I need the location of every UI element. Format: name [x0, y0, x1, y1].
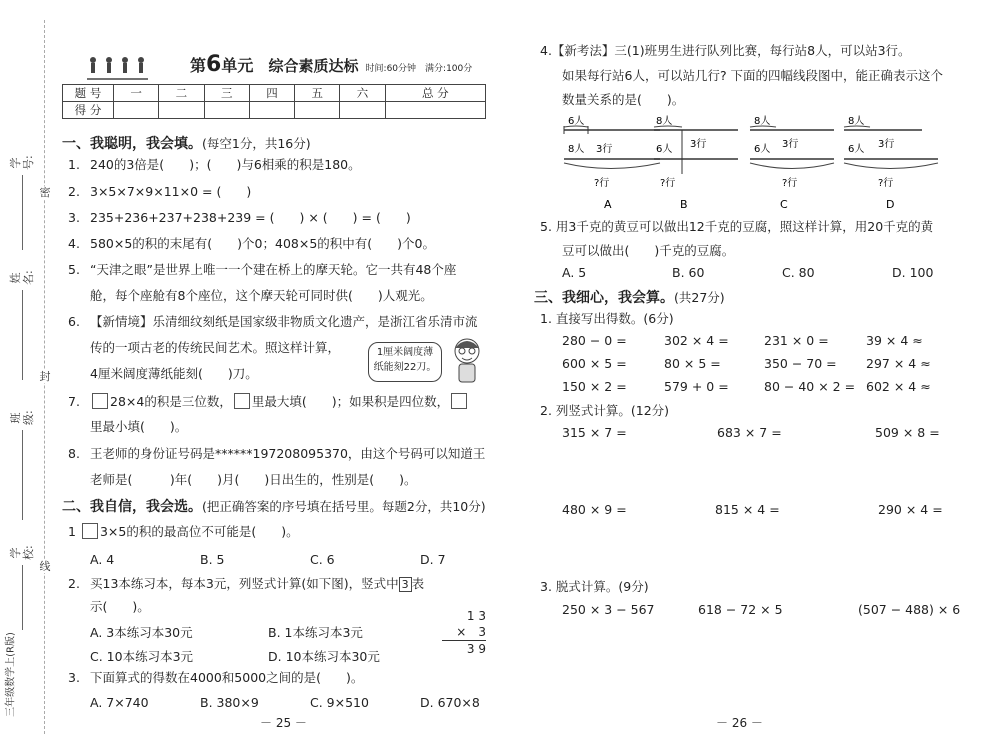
diagram-label: 8人 — [568, 144, 585, 155]
vertical-problem: 315 × 7 = — [562, 425, 627, 440]
score-header-cell: 三 — [204, 85, 249, 102]
vertical-multiplier: × 3 — [442, 624, 486, 641]
page-number: － 25 － — [260, 716, 307, 730]
question-text: 如果每行站6人，可以站几行? 下面的四幅线段图中，能正确表示这个 — [562, 68, 944, 83]
question-text: 舱，每个座舱有8个座位，这个摩天轮可同时供( )人观光。 — [90, 288, 433, 303]
choice-option[interactable]: D. 100 — [892, 265, 934, 280]
fill-question-5: 5. “天津之眼”是世界上唯一一个建在桥上的摩天轮。它一共有48个座 — [68, 262, 457, 277]
stepwise-calc-title: 3. 脱式计算。(9分) — [540, 579, 649, 594]
question-text: 里最小填( )。 — [90, 419, 188, 434]
question-text: 下面算式的得数在4000和5000之间的是( )。 — [90, 670, 364, 685]
score-cell[interactable] — [249, 102, 294, 119]
bubble-text: 纸能刻22刀。 — [373, 362, 437, 373]
unit-number: 6 — [206, 52, 222, 77]
fill-question-8-cont — [90, 472, 417, 488]
choice-option[interactable]: B. 60 — [672, 265, 705, 280]
binding-spine — [0, 0, 62, 754]
choice-option[interactable]: A. 4 — [90, 552, 115, 567]
stepwise-problem: 250 × 3 − 567 — [562, 602, 655, 617]
unit-prefix: 第 — [190, 56, 207, 75]
fill-question-3: 3. 235+236+237+238+239 = ( ) × ( ) = ( ) — [68, 210, 411, 225]
diagram-label: 8人 — [848, 116, 865, 127]
fill-question-1: 1. 240的3倍是( )；( )与6相乘的积是180。 — [68, 157, 361, 172]
question-text: 老师是( )年( )月( )日出生的，性别是( )。 — [90, 472, 417, 487]
highlighted-digit: 3 — [399, 577, 412, 592]
question-text: 28×4的积是三位数， — [110, 394, 232, 409]
diagram-label: 3行 — [596, 144, 613, 155]
option-letter: D — [886, 198, 895, 211]
name-label: 姓名: — [9, 270, 35, 285]
diagram-label: ?行 — [782, 178, 798, 189]
question-text: 1 — [68, 524, 76, 539]
question-text: 买13本练习本，每本3元，列竖式计算(如下图)，竖式中 — [90, 576, 399, 591]
option-letter: C — [780, 198, 788, 211]
choice-question-5-cont — [562, 243, 734, 259]
section-1-heading — [62, 133, 311, 153]
section-title: 三、我细心，我会算。 — [534, 290, 674, 306]
oral-problem: 350 − 70 = — [764, 356, 837, 371]
oral-problem: 231 × 0 = — [764, 333, 829, 348]
diagram-label: 3行 — [782, 139, 799, 150]
fill-question-4: 4. 580×5的积的末尾有( )个0；408×5的积中有( )个0。 — [68, 236, 435, 251]
vertical-problem: 509 × 8 = — [875, 425, 940, 440]
question-text: “天津之眼”是世界上唯一一个建在桥上的摩天轮。它一共有48个座 — [90, 262, 457, 277]
choice-question-2: 2. 买13本练习本，每本3元，列竖式计算(如下图)，竖式中 3 表 — [68, 576, 425, 591]
seal-char-xian: 线 — [39, 560, 51, 573]
fill-question-5-cont — [90, 288, 433, 304]
fill-line — [22, 430, 23, 520]
diagram-b[interactable] — [654, 114, 738, 211]
choice-option[interactable]: D. 10本练习本30元 — [268, 649, 380, 664]
book-title-vertical: 三年级数学上(R版) — [5, 632, 17, 717]
choice-option[interactable]: C. 6 — [310, 552, 335, 567]
score-cell[interactable] — [340, 102, 385, 119]
oral-problem: 600 × 5 = — [562, 356, 627, 371]
vertical-problem: 290 × 4 = — [878, 502, 943, 517]
question-text: 里最大填( )；如果积是四位数， — [251, 394, 450, 409]
speech-bubble — [368, 342, 442, 382]
choice-option[interactable]: C. 9×510 — [310, 695, 369, 710]
answer-box[interactable] — [234, 393, 250, 409]
choice-option[interactable]: B. 1本练习本3元 — [268, 625, 363, 640]
score-cell[interactable] — [385, 102, 485, 119]
diagram-label: 6人 — [848, 144, 865, 155]
question-text: 豆可以做出( )千克的豆腐。 — [562, 243, 735, 258]
question-text: 【新情境】乐清细纹刻纸是国家级非物质文化遗产，是浙江省乐清市流 — [90, 314, 478, 329]
choice-option[interactable]: A. 5 — [562, 265, 587, 280]
kids-logo-icon — [85, 55, 150, 81]
diagram-d[interactable] — [844, 114, 938, 211]
choice-question-5 — [540, 219, 933, 235]
option-letter: A — [604, 198, 612, 211]
section-points: (每空1分，共16分) — [202, 136, 311, 151]
score-header-cell: 总 分 — [385, 85, 485, 102]
choice-question-1 — [68, 523, 299, 540]
diagram-label: 6人 — [754, 144, 771, 155]
fill-question-7-cont — [90, 419, 187, 435]
vertical-calc-title: 2. 列竖式计算。(12分) — [540, 403, 670, 418]
diagram-label: 8人 — [754, 116, 771, 127]
section-3-heading — [534, 287, 725, 307]
diagram-label: 6人 — [656, 144, 673, 155]
score-row-label: 得 分 — [63, 102, 114, 119]
unit-header — [190, 52, 472, 77]
oral-calc-title: 1. 直接写出得数。(6分) — [540, 311, 674, 326]
section-2-heading — [62, 496, 486, 516]
score-cell[interactable] — [295, 102, 340, 119]
score-header-cell: 五 — [295, 85, 340, 102]
fill-question-6-cont2 — [90, 366, 258, 382]
score-header-cell: 二 — [159, 85, 204, 102]
section-title: 二、我自信，我会选。 — [62, 499, 202, 515]
student-number-label: 学号: — [9, 155, 35, 170]
section-points: (共27分) — [674, 290, 725, 305]
choice-option[interactable]: D. 7 — [420, 552, 446, 567]
oral-problem: 579 + 0 = — [664, 379, 729, 394]
question-text: 235+236+237+238+239 = ( ) × ( ) = ( ) — [90, 210, 411, 225]
choice-option[interactable]: D. 670×8 — [420, 695, 480, 710]
score-header-cell: 一 — [114, 85, 159, 102]
class-label: 班级: — [9, 410, 35, 425]
diagram-label: 6人 — [568, 116, 585, 127]
choice-option[interactable]: A. 7×740 — [90, 695, 149, 710]
diagram-label: 3行 — [690, 139, 707, 150]
question-text: 3×5的积的最高位不可能是( )。 — [99, 524, 299, 539]
score-header-cell: 题 号 — [63, 85, 114, 102]
diagram-label: 3行 — [878, 139, 895, 150]
diagram-label: 8人 — [656, 116, 673, 127]
boy-character-icon — [448, 336, 486, 386]
fill-line — [22, 290, 23, 380]
choice-option[interactable]: B. 380×9 — [200, 695, 259, 710]
vertical-top: 1 3 — [466, 609, 486, 623]
choice-option[interactable]: C. 80 — [782, 265, 815, 280]
fill-line — [22, 565, 23, 630]
page-title: 综合素质达标 — [268, 57, 359, 75]
section-title: 一、我聪明，我会填。 — [62, 136, 202, 152]
oral-problem: 280 − 0 = — [562, 333, 627, 348]
fill-question-2: 2. 3×5×7×9×11×0 = ( ) — [68, 184, 252, 199]
oral-problem: 297 × 4 ≈ — [866, 356, 931, 371]
seal-char-feng: 封 — [39, 370, 51, 383]
stepwise-problem: (507 − 488) × 6 — [858, 602, 961, 617]
score-header-cell: 四 — [249, 85, 294, 102]
oral-problem: 80 − 40 × 2 = — [764, 379, 856, 394]
question-text: 数量关系的是( )。 — [562, 92, 685, 107]
choice-question-4-cont — [562, 68, 943, 84]
choice-question-4 — [540, 43, 911, 59]
diagram-label: ?行 — [660, 178, 676, 189]
score-cell[interactable] — [159, 102, 204, 119]
question-text: 3×5×7×9×11×0 = ( ) — [90, 184, 252, 199]
choice-option[interactable]: C. 10本练习本3元 — [90, 649, 194, 664]
section-points: (把正确答案的序号填在括号里。每题2分，共10分) — [202, 499, 486, 514]
question-text: 580×5的积的末尾有( )个0；408×5的积中有( )个0。 — [90, 236, 435, 251]
stepwise-problem: 618 − 72 × 5 — [698, 602, 783, 617]
answer-box[interactable] — [92, 393, 108, 409]
choice-option[interactable]: B. 5 — [200, 552, 225, 567]
oral-problem: 302 × 4 = — [664, 333, 729, 348]
oral-problem: 150 × 2 = — [562, 379, 627, 394]
question-text: 240的3倍是( )；( )与6相乘的积是180。 — [90, 157, 361, 172]
vertical-problem: 480 × 9 = — [562, 502, 627, 517]
diagram-a[interactable] — [564, 114, 660, 211]
question-text: 王老师的身份证号码是******197208095370，由这个号码可以知道王 — [90, 446, 486, 461]
answer-box[interactable] — [451, 393, 467, 409]
page-number: － 26 － — [716, 716, 763, 730]
score-cell[interactable] — [114, 102, 159, 119]
fill-question-7: 7. 28×4的积是三位数， 里最大填( )；如果积是四位数， — [68, 393, 469, 410]
time-score-info: 时间:60分钟 满分:100分 — [365, 64, 473, 74]
line-segment-diagrams — [560, 112, 940, 214]
choice-question-4-cont2 — [562, 92, 684, 108]
fill-question-6-cont — [90, 340, 340, 356]
vertical-problem: 683 × 7 = — [717, 425, 782, 440]
vertical-result: 3 9 — [466, 642, 486, 656]
fill-line — [22, 175, 23, 250]
choice-question-3: 3. 下面算式的得数在4000和5000之间的是( )。 — [68, 670, 364, 685]
vertical-problem: 815 × 4 = — [715, 502, 780, 517]
unit-suffix: 单元 — [221, 56, 254, 75]
diagram-c[interactable] — [750, 114, 834, 211]
question-text: 示( )。 — [90, 599, 150, 614]
question-text: 表 — [411, 576, 425, 591]
answer-box[interactable] — [82, 523, 98, 539]
bubble-text: 1厘米阔度薄 — [376, 347, 434, 358]
oral-problem: 39 × 4 ≈ — [866, 333, 923, 348]
choice-option[interactable]: A. 3本练习本30元 — [90, 625, 193, 640]
option-letter: B — [680, 198, 688, 211]
oral-problem: 602 × 4 ≈ — [866, 379, 931, 394]
score-table — [62, 84, 486, 119]
seal-char-mi: 密 — [39, 186, 51, 199]
question-text: 传的一项古老的传统民间艺术。照这样计算， — [90, 340, 341, 355]
score-cell[interactable] — [204, 102, 249, 119]
school-label: 学校: — [9, 545, 35, 560]
diagram-label: ?行 — [594, 178, 610, 189]
question-text: 4.【新考法】三(1)班男生进行队列比赛，每行站8人，可以站3行。 — [540, 43, 911, 58]
score-header-cell: 六 — [340, 85, 385, 102]
choice-question-2-cont — [90, 599, 150, 615]
fill-question-6: 6. 【新情境】乐清细纹刻纸是国家级非物质文化遗产，是浙江省乐清市流 — [68, 314, 478, 329]
question-text: 4厘米阔度薄纸能刻( )刀。 — [90, 366, 258, 381]
question-text: 5. 用3千克的黄豆可以做出12千克的豆腐，照这样计算，用20千克的黄 — [540, 219, 934, 234]
fill-question-8: 8. 王老师的身份证号码是******197208095370，由这个号码可以知道王 — [68, 446, 486, 461]
oral-problem: 80 × 5 = — [664, 356, 721, 371]
diagram-label: ?行 — [878, 178, 894, 189]
vertical-multiplication — [442, 608, 486, 657]
